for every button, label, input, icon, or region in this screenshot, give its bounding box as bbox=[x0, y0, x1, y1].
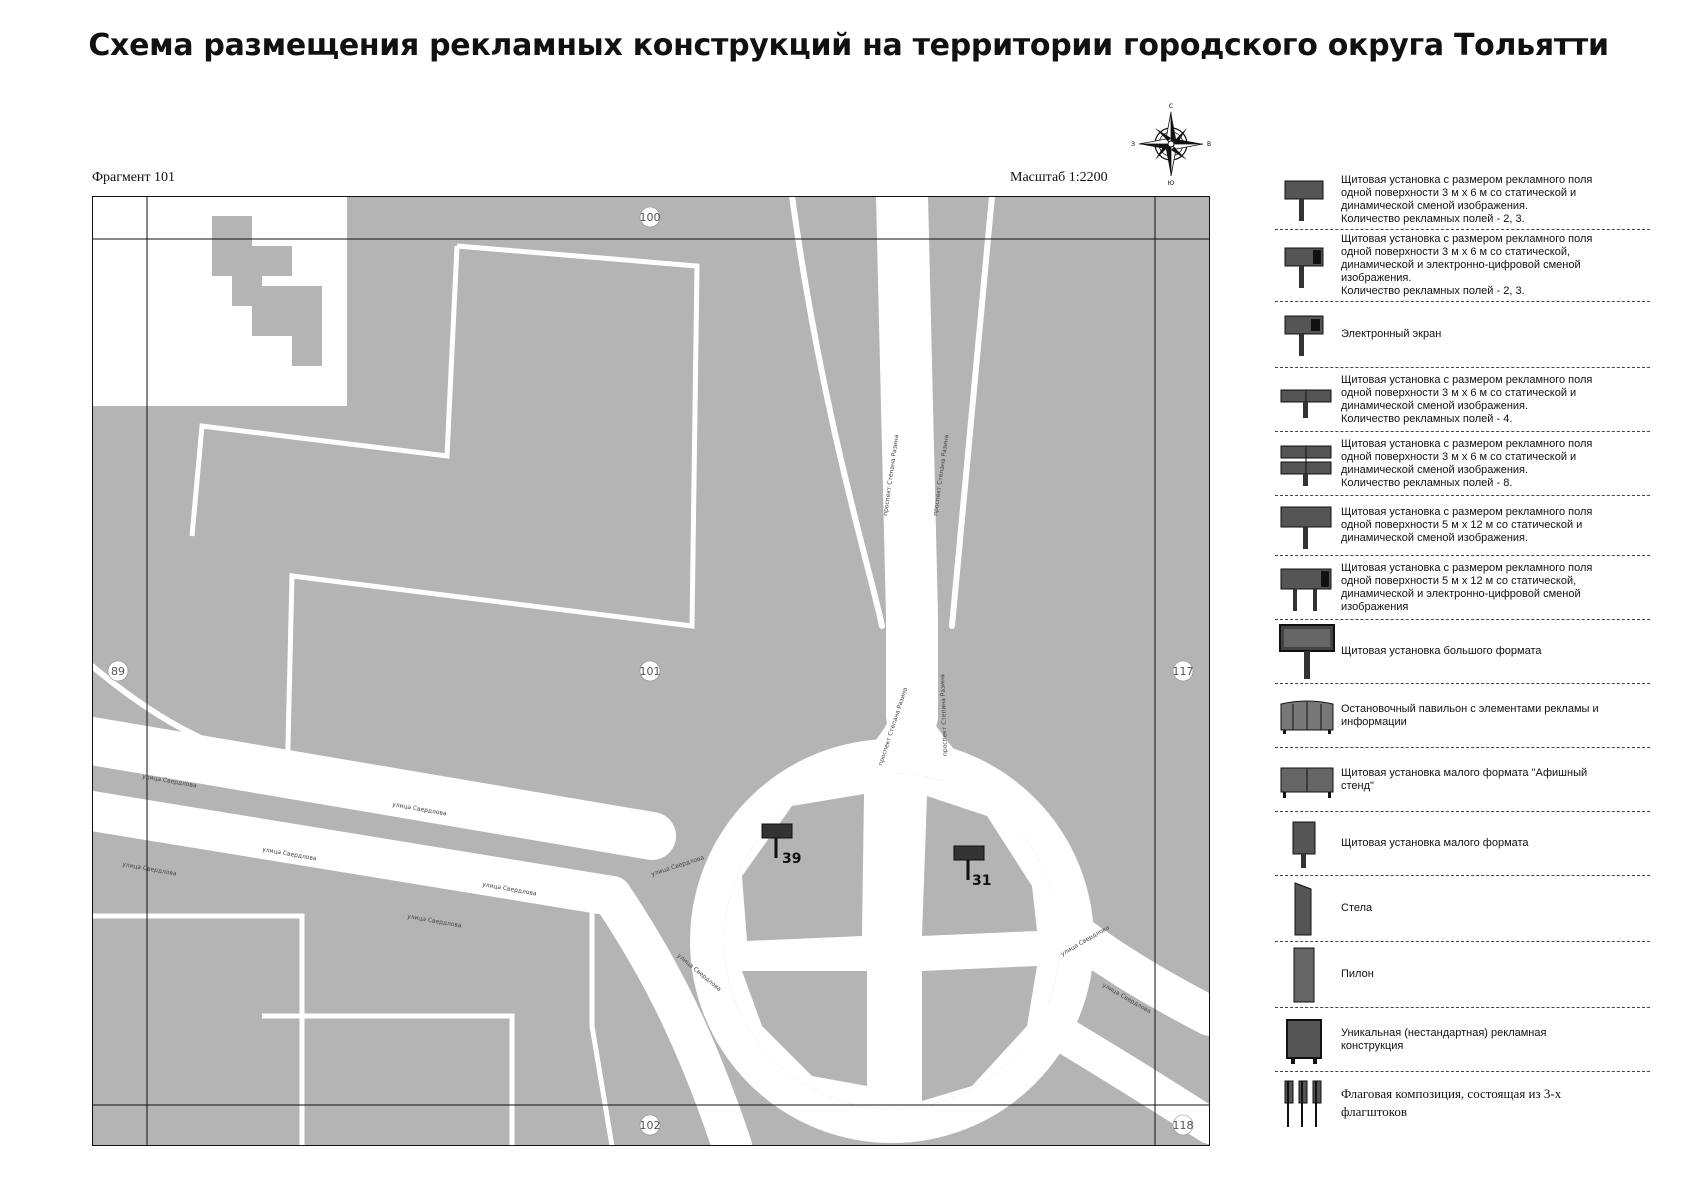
street-label: улица Свердлова bbox=[675, 952, 723, 993]
billboard-8-fields-icon bbox=[1279, 440, 1333, 488]
legend-text: Флаговая композиция, состоящая из 3-х флагштоков bbox=[1341, 1086, 1562, 1119]
billboard-3x6-digital-icon bbox=[1279, 238, 1329, 294]
legend-item bbox=[1275, 170, 1650, 230]
street-label: улица Свердлова bbox=[650, 854, 705, 878]
compass-west: З bbox=[1131, 141, 1135, 148]
legend-text: Электронный экран bbox=[1341, 328, 1442, 340]
compass-rose-icon bbox=[1130, 102, 1212, 186]
legend-text: Щитовая установка малого формата bbox=[1341, 837, 1529, 849]
scale-label: Масштаб 1:2200 bbox=[1010, 170, 1108, 185]
large-format-billboard-icon bbox=[1279, 623, 1335, 681]
compass-south: Ю bbox=[1167, 180, 1175, 186]
street-label: улица Свердлова bbox=[1101, 981, 1153, 1016]
legend-text: Щитовая установка с размером рекламного поля одной поверхности 5 м х 12 м со статической и динамической сменой изображения. bbox=[1341, 506, 1593, 544]
legend-text: Щитовая установка с размером рекламного поля одной поверхности 3 м х 6 м со статической, динамической и электронно-цифровой сменой изображения. Количество рекламных полей - 2, 3. bbox=[1341, 233, 1593, 297]
compass-east: В bbox=[1206, 141, 1212, 148]
legend-item bbox=[1275, 556, 1650, 620]
stele-icon bbox=[1279, 881, 1329, 937]
legend-text: Стела bbox=[1341, 902, 1373, 914]
sheet-number-left: 89 bbox=[111, 665, 125, 678]
flag-composition-icon bbox=[1279, 1077, 1329, 1129]
legend-text: Щитовая установка с размером рекламного поля одной поверхности 3 м х 6 м со статической и динамической сменой изображения. Количество рекламных полей - 4. bbox=[1341, 373, 1593, 425]
legend-item bbox=[1275, 368, 1650, 432]
legend-text: Пилон bbox=[1341, 968, 1374, 980]
map-fragment[interactable] bbox=[92, 196, 1210, 1146]
street-label: проспект Степана Разина bbox=[939, 674, 949, 757]
ad-marker-number: 31 bbox=[972, 873, 992, 889]
legend-item bbox=[1275, 812, 1650, 876]
compass-north: С bbox=[1168, 103, 1174, 110]
legend-item bbox=[1275, 876, 1650, 942]
billboard-5x12-digital-icon bbox=[1279, 563, 1333, 613]
billboard-3x6-static-dynamic-icon bbox=[1279, 175, 1329, 225]
sheet-number-top: 100 bbox=[639, 211, 661, 224]
street-label: улица Свердлова bbox=[121, 861, 178, 878]
legend-text: Щитовая установка большого формата bbox=[1341, 645, 1542, 657]
street-label: улица Свердлова bbox=[141, 773, 198, 790]
legend-item bbox=[1275, 302, 1650, 368]
legend-text: Щитовая установка малого формата "Афишный стенд" bbox=[1341, 766, 1588, 792]
small-format-billboard-icon bbox=[1279, 818, 1329, 870]
unique-structure-icon bbox=[1279, 1014, 1329, 1066]
ad-marker-number: 39 bbox=[782, 851, 802, 867]
legend-item bbox=[1275, 496, 1650, 556]
street-label: улица Свердлова bbox=[481, 881, 538, 898]
pylon-icon bbox=[1279, 946, 1329, 1004]
legend-item bbox=[1275, 748, 1650, 812]
street-label: улица Свердлова bbox=[391, 801, 448, 818]
fragment-label: Фрагмент 101 bbox=[92, 170, 176, 185]
billboard-4-fields-icon bbox=[1279, 380, 1333, 420]
legend bbox=[1275, 170, 1650, 1134]
sheet-number-bottom-right: 118 bbox=[1172, 1119, 1194, 1132]
legend-item bbox=[1275, 230, 1650, 302]
sheet-number-center: 101 bbox=[639, 665, 661, 678]
street-label: улица Свердлова bbox=[406, 913, 463, 930]
sheet-number-right: 117 bbox=[1172, 665, 1194, 678]
poster-stand-icon bbox=[1279, 760, 1335, 800]
street-label: улица Свердлова bbox=[261, 846, 318, 863]
electronic-screen-icon bbox=[1279, 310, 1329, 360]
legend-item bbox=[1275, 1072, 1650, 1134]
legend-text: Щитовая установка с размером рекламного поля одной поверхности 3 м х 6 м со статической и динамической сменой изображения. Количество рекламных полей - 2, 3. bbox=[1341, 173, 1593, 225]
legend-text: Щитовая установка с размером рекламного поля одной поверхности 5 м х 12 м со статической, динамической и электронно-цифровой сменой изображения bbox=[1341, 561, 1593, 613]
legend-item bbox=[1275, 432, 1650, 496]
legend-text: Уникальная (нестандартная) рекламная конструкция bbox=[1341, 1026, 1547, 1052]
legend-item bbox=[1275, 620, 1650, 684]
roundabout-center bbox=[724, 773, 1060, 1109]
street-label: проспект Степана Разина bbox=[882, 434, 901, 517]
legend-item bbox=[1275, 1008, 1650, 1072]
bus-stop-pavilion-icon bbox=[1279, 696, 1335, 736]
street-label: проспект Степана Разина bbox=[877, 686, 910, 767]
legend-item bbox=[1275, 684, 1650, 748]
sheet-number-bottom: 102 bbox=[639, 1119, 661, 1132]
legend-item bbox=[1275, 942, 1650, 1008]
street-label: проспект Степана Разина bbox=[932, 434, 951, 517]
legend-text: Щитовая установка с размером рекламного поля одной поверхности 3 м х 6 м со статической и динамической сменой изображения. Количество рекламных полей - 8. bbox=[1341, 437, 1593, 489]
billboard-5x12-static-icon bbox=[1279, 501, 1333, 551]
page-title: Схема размещения рекламных конструкций на территории городского округа Тольятти bbox=[88, 28, 1609, 63]
legend-text: Остановочный павильон с элементами рекламы и информации bbox=[1341, 702, 1599, 728]
street-label: улица Свердлова bbox=[1059, 924, 1111, 958]
